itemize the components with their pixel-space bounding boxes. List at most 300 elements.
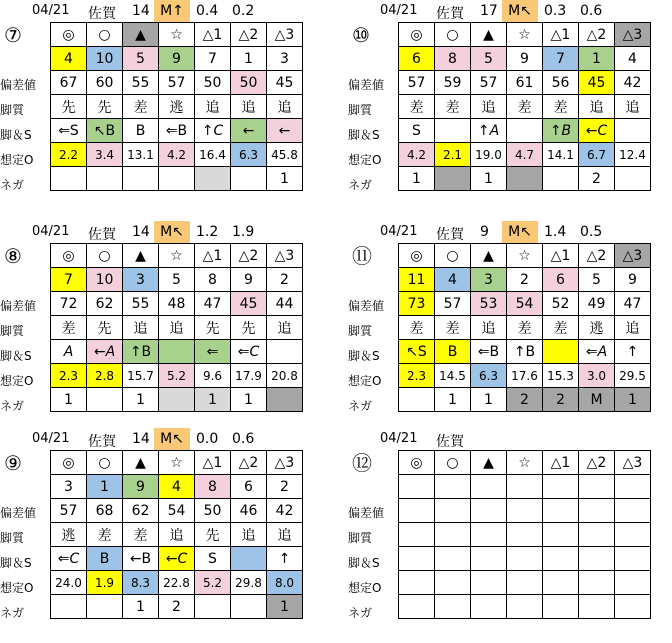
table-cell: 6: [543, 268, 579, 292]
table-row: [399, 244, 651, 268]
table-cell: 10: [87, 268, 123, 292]
table-cell: 5.2: [159, 364, 195, 388]
table-cell: 73: [399, 292, 435, 316]
table-cell: ↖B: [87, 119, 123, 143]
table-cell: ▲: [123, 451, 159, 475]
table-cell: [471, 571, 507, 595]
table-cell: △1: [543, 451, 579, 475]
table-row: [51, 71, 303, 95]
race-header: [348, 428, 668, 450]
table-cell: ○: [435, 244, 471, 268]
table-cell: [231, 167, 267, 191]
table-cell: △3: [615, 244, 651, 268]
table-cell: 49: [579, 292, 615, 316]
row-label: 脚質: [0, 103, 25, 117]
race-number: ⑧: [4, 244, 22, 268]
table-row: [399, 316, 651, 340]
table-cell: ⇐B: [159, 119, 195, 143]
race-12-panel: [348, 428, 668, 620]
table-row: [399, 119, 651, 143]
table-cell: 48: [159, 292, 195, 316]
table-cell: 67: [51, 71, 87, 95]
table-cell: 2.2: [51, 143, 87, 167]
table-cell: [435, 571, 471, 595]
table-cell: [159, 388, 195, 412]
table-cell: [507, 595, 543, 619]
row-label: 偏差値: [348, 299, 385, 313]
table-cell: 6: [231, 475, 267, 499]
table-cell: ▲: [471, 23, 507, 47]
row-label: 脚質: [0, 531, 25, 545]
table-cell: B: [435, 340, 471, 364]
table-cell: 1: [231, 47, 267, 71]
table-cell: [471, 547, 507, 571]
table-cell: ○: [87, 244, 123, 268]
table-cell: 8: [435, 47, 471, 71]
table-cell: △2: [579, 451, 615, 475]
table-cell: ↑A: [471, 119, 507, 143]
table-cell: 57: [159, 71, 195, 95]
row-label: 脚＆S: [348, 128, 380, 142]
table-row: [51, 499, 303, 523]
table-cell: [399, 388, 435, 412]
table-row: [399, 143, 651, 167]
table-cell: 追: [195, 95, 231, 119]
row-label: 偏差値: [348, 506, 385, 520]
table-cell: 3: [123, 268, 159, 292]
table-cell: [471, 523, 507, 547]
table-row: [51, 268, 303, 292]
table-cell: 45: [231, 292, 267, 316]
table-cell: ⇐S: [51, 119, 87, 143]
table-cell: ←: [267, 119, 303, 143]
table-cell: 57: [471, 71, 507, 95]
table-cell: ◎: [51, 451, 87, 475]
race-venue: 佐賀: [436, 6, 464, 22]
table-cell: 61: [507, 71, 543, 95]
race-7-panel: [0, 0, 320, 192]
table-cell: 60: [87, 71, 123, 95]
table-row: [51, 244, 303, 268]
table-cell: △3: [615, 451, 651, 475]
table-row: [51, 595, 303, 619]
race-count: 17: [480, 3, 498, 19]
race-date: 04/21: [32, 3, 70, 18]
race-header: [0, 221, 320, 243]
race-index-1: 1.4: [544, 224, 567, 240]
table-cell: 57: [51, 499, 87, 523]
table-cell: 差: [507, 316, 543, 340]
table-row: [399, 340, 651, 364]
table-cell: [435, 547, 471, 571]
table-cell: 3.0: [579, 364, 615, 388]
table-cell: [615, 547, 651, 571]
table-cell: [231, 595, 267, 619]
table-cell: 差: [543, 95, 579, 119]
table-cell: ▲: [123, 23, 159, 47]
table-cell: 2: [543, 388, 579, 412]
table-cell: 差: [507, 95, 543, 119]
table-row: [51, 340, 303, 364]
race-header: [348, 0, 668, 22]
table-row: [51, 364, 303, 388]
table-cell: 42: [267, 499, 303, 523]
table-cell: ⇐C: [51, 547, 87, 571]
table-cell: 72: [51, 292, 87, 316]
race-index-1: 0.0: [196, 431, 219, 447]
table-row: [399, 47, 651, 71]
table-cell: 4.2: [399, 143, 435, 167]
table-cell: 50: [231, 71, 267, 95]
row-label: 脚質: [348, 103, 373, 117]
table-cell: ○: [87, 451, 123, 475]
table-cell: ◎: [51, 244, 87, 268]
row-label: ネガ: [348, 606, 373, 620]
table-cell: △2: [579, 23, 615, 47]
table-cell: [579, 595, 615, 619]
table-cell: [51, 595, 87, 619]
table-cell: 差: [435, 95, 471, 119]
table-cell: 7: [51, 268, 87, 292]
table-row: [51, 316, 303, 340]
table-cell: 5.2: [195, 571, 231, 595]
table-cell: [507, 475, 543, 499]
row-label: 脚＆S: [348, 349, 380, 363]
table-cell: 追: [159, 316, 195, 340]
table-cell: [507, 167, 543, 191]
table-cell: 45: [267, 71, 303, 95]
table-cell: [435, 119, 471, 143]
table-cell: 4: [51, 47, 87, 71]
table-cell: [507, 119, 543, 143]
row-label: 想定O: [0, 374, 34, 388]
table-cell: 9: [231, 268, 267, 292]
table-cell: [615, 523, 651, 547]
table-cell: △2: [231, 244, 267, 268]
table-cell: 2: [159, 595, 195, 619]
table-cell: ☆: [159, 244, 195, 268]
table-cell: 1.9: [87, 571, 123, 595]
race-date: 04/21: [380, 431, 418, 446]
table-cell: 50: [195, 499, 231, 523]
table-cell: ⇐: [195, 340, 231, 364]
race-11-panel: [348, 221, 668, 413]
table-cell: 先: [231, 316, 267, 340]
table-cell: 追: [267, 95, 303, 119]
table-cell: [159, 340, 195, 364]
table-row: [51, 475, 303, 499]
table-cell: [579, 523, 615, 547]
table-row: [51, 523, 303, 547]
race-table: [50, 243, 303, 412]
table-cell: 2.3: [399, 364, 435, 388]
table-cell: ←C: [579, 119, 615, 143]
table-cell: [87, 595, 123, 619]
table-cell: S: [195, 547, 231, 571]
table-cell: 3: [51, 475, 87, 499]
table-cell: ☆: [507, 451, 543, 475]
table-cell: [267, 388, 303, 412]
table-cell: ↑B: [543, 119, 579, 143]
table-cell: 4: [159, 475, 195, 499]
table-cell: 10: [87, 47, 123, 71]
row-label: 想定O: [0, 581, 34, 595]
table-cell: △3: [267, 23, 303, 47]
table-cell: ←C: [159, 547, 195, 571]
table-cell: [543, 475, 579, 499]
table-row: [51, 547, 303, 571]
race-venue: 佐賀: [436, 227, 464, 243]
table-cell: [615, 499, 651, 523]
race-table: [398, 450, 651, 619]
table-cell: 62: [123, 499, 159, 523]
table-cell: 19.0: [471, 143, 507, 167]
row-label: 想定O: [348, 374, 382, 388]
table-row: [399, 523, 651, 547]
race-count: 14: [132, 3, 150, 19]
table-cell: 逃: [159, 95, 195, 119]
table-cell: 47: [615, 292, 651, 316]
table-cell: 差: [51, 316, 87, 340]
race-count: 14: [132, 431, 150, 447]
table-row: [399, 95, 651, 119]
table-cell: [399, 571, 435, 595]
table-cell: 6.7: [579, 143, 615, 167]
table-cell: 2: [267, 268, 303, 292]
row-label: ネガ: [0, 399, 25, 413]
race-mark-badge: M↖: [502, 221, 538, 243]
table-cell: [543, 340, 579, 364]
table-cell: [543, 499, 579, 523]
table-cell: 4.2: [159, 143, 195, 167]
race-number: ⑨: [4, 451, 22, 475]
table-cell: △1: [543, 23, 579, 47]
table-cell: 5: [123, 47, 159, 71]
table-cell: [399, 547, 435, 571]
race-header: [348, 221, 668, 243]
table-cell: 3.4: [87, 143, 123, 167]
table-cell: 3: [267, 47, 303, 71]
race-index-1: 1.2: [196, 224, 219, 240]
table-row: [51, 95, 303, 119]
table-cell: 56: [543, 71, 579, 95]
table-cell: ⇐B: [471, 340, 507, 364]
table-cell: [471, 475, 507, 499]
table-cell: ⇐A: [579, 340, 615, 364]
table-cell: [543, 571, 579, 595]
row-label: 脚＆S: [348, 556, 380, 570]
table-row: [399, 475, 651, 499]
table-cell: 逃: [579, 316, 615, 340]
table-cell: B: [123, 119, 159, 143]
table-cell: 1: [471, 167, 507, 191]
race-mark-badge: M↖: [154, 428, 190, 450]
row-label: 脚＆S: [0, 556, 32, 570]
table-cell: [195, 595, 231, 619]
table-cell: 1: [51, 388, 87, 412]
table-cell: 4.7: [507, 143, 543, 167]
table-cell: [579, 571, 615, 595]
table-cell: A: [51, 340, 87, 364]
table-cell: 1: [267, 167, 303, 191]
table-cell: ▲: [123, 244, 159, 268]
table-cell: 8: [195, 268, 231, 292]
table-row: [51, 167, 303, 191]
table-cell: ▲: [471, 244, 507, 268]
row-label: 偏差値: [0, 506, 37, 520]
table-cell: ←: [231, 119, 267, 143]
table-cell: 差: [435, 316, 471, 340]
table-row: [399, 364, 651, 388]
table-row: [51, 388, 303, 412]
table-cell: [543, 595, 579, 619]
race-index-1: 0.3: [544, 3, 567, 19]
race-mark-badge: M↖: [154, 221, 190, 243]
table-cell: △1: [195, 23, 231, 47]
table-cell: 20.8: [267, 364, 303, 388]
table-cell: [435, 523, 471, 547]
table-cell: 5: [471, 47, 507, 71]
table-cell: 2.3: [51, 364, 87, 388]
table-cell: 逃: [51, 523, 87, 547]
table-cell: 12.4: [615, 143, 651, 167]
table-cell: 16.4: [195, 143, 231, 167]
table-cell: ▲: [471, 451, 507, 475]
table-cell: 2: [579, 167, 615, 191]
table-cell: △1: [543, 244, 579, 268]
table-cell: [507, 499, 543, 523]
table-cell: [615, 119, 651, 143]
table-cell: 9: [615, 268, 651, 292]
table-cell: [507, 523, 543, 547]
race-venue: 佐賀: [436, 434, 464, 450]
table-cell: 50: [195, 71, 231, 95]
table-cell: ☆: [507, 244, 543, 268]
table-cell: [579, 499, 615, 523]
table-cell: [543, 523, 579, 547]
table-cell: 追: [615, 316, 651, 340]
table-cell: 追: [267, 523, 303, 547]
table-cell: 1: [615, 388, 651, 412]
table-cell: 追: [579, 95, 615, 119]
table-cell: 追: [231, 523, 267, 547]
row-label: 想定O: [348, 153, 382, 167]
table-cell: [267, 340, 303, 364]
table-cell: 1: [87, 475, 123, 499]
table-cell: 先: [195, 523, 231, 547]
table-cell: 14.5: [435, 364, 471, 388]
race-count: 14: [132, 224, 150, 240]
table-cell: 55: [123, 292, 159, 316]
table-cell: 44: [267, 292, 303, 316]
table-row: [399, 571, 651, 595]
table-row: [399, 268, 651, 292]
table-cell: 1: [123, 595, 159, 619]
table-cell: 8.3: [123, 571, 159, 595]
table-row: [399, 595, 651, 619]
table-cell: 29.8: [231, 571, 267, 595]
table-cell: ☆: [159, 451, 195, 475]
table-cell: 7: [195, 47, 231, 71]
table-cell: [579, 547, 615, 571]
table-cell: [87, 388, 123, 412]
table-cell: 15.7: [123, 364, 159, 388]
table-cell: 1: [435, 388, 471, 412]
row-label: ネガ: [348, 399, 373, 413]
race-header: [0, 0, 320, 22]
table-cell: [615, 595, 651, 619]
race-8-panel: [0, 221, 320, 413]
table-cell: 追: [471, 95, 507, 119]
table-row: [51, 23, 303, 47]
race-index-2: 0.6: [580, 3, 603, 19]
table-row: [399, 23, 651, 47]
table-cell: [51, 167, 87, 191]
table-cell: ↑B: [507, 340, 543, 364]
race-mark-badge: M↑: [154, 0, 190, 22]
table-cell: 6.3: [471, 364, 507, 388]
table-cell: [195, 167, 231, 191]
table-cell: 差: [399, 316, 435, 340]
race-10-panel: [348, 0, 668, 192]
race-date: 04/21: [32, 224, 70, 239]
row-label: 想定O: [0, 153, 34, 167]
table-cell: [615, 571, 651, 595]
table-cell: 1: [267, 595, 303, 619]
table-cell: ◎: [399, 451, 435, 475]
table-cell: 先: [87, 316, 123, 340]
table-cell: 8: [195, 475, 231, 499]
table-cell: 55: [123, 71, 159, 95]
table-cell: S: [399, 119, 435, 143]
table-row: [51, 119, 303, 143]
table-cell: 先: [87, 95, 123, 119]
table-cell: [159, 167, 195, 191]
table-cell: ◎: [399, 244, 435, 268]
table-cell: [399, 595, 435, 619]
table-cell: 7: [543, 47, 579, 71]
table-cell: 62: [87, 292, 123, 316]
race-venue: 佐賀: [88, 227, 116, 243]
table-cell: 1: [123, 388, 159, 412]
table-cell: ☆: [159, 23, 195, 47]
table-cell: ←A: [87, 340, 123, 364]
table-cell: 3: [471, 268, 507, 292]
row-label: 脚＆S: [0, 349, 32, 363]
table-cell: 追: [471, 316, 507, 340]
table-row: [51, 451, 303, 475]
row-label: 偏差値: [0, 299, 37, 313]
table-cell: ◎: [51, 23, 87, 47]
table-cell: 45: [579, 71, 615, 95]
race-table: [50, 450, 303, 619]
table-row: [399, 292, 651, 316]
table-cell: ○: [435, 23, 471, 47]
table-cell: 9: [123, 475, 159, 499]
table-cell: 差: [399, 95, 435, 119]
table-cell: 6: [399, 47, 435, 71]
table-cell: 先: [51, 95, 87, 119]
table-row: [51, 143, 303, 167]
row-label: 想定O: [348, 581, 382, 595]
table-cell: 2.1: [435, 143, 471, 167]
row-label: ネガ: [0, 178, 25, 192]
row-label: ネガ: [348, 178, 373, 192]
table-cell: [615, 475, 651, 499]
table-cell: [615, 167, 651, 191]
table-cell: [471, 595, 507, 619]
table-cell: ↖S: [399, 340, 435, 364]
